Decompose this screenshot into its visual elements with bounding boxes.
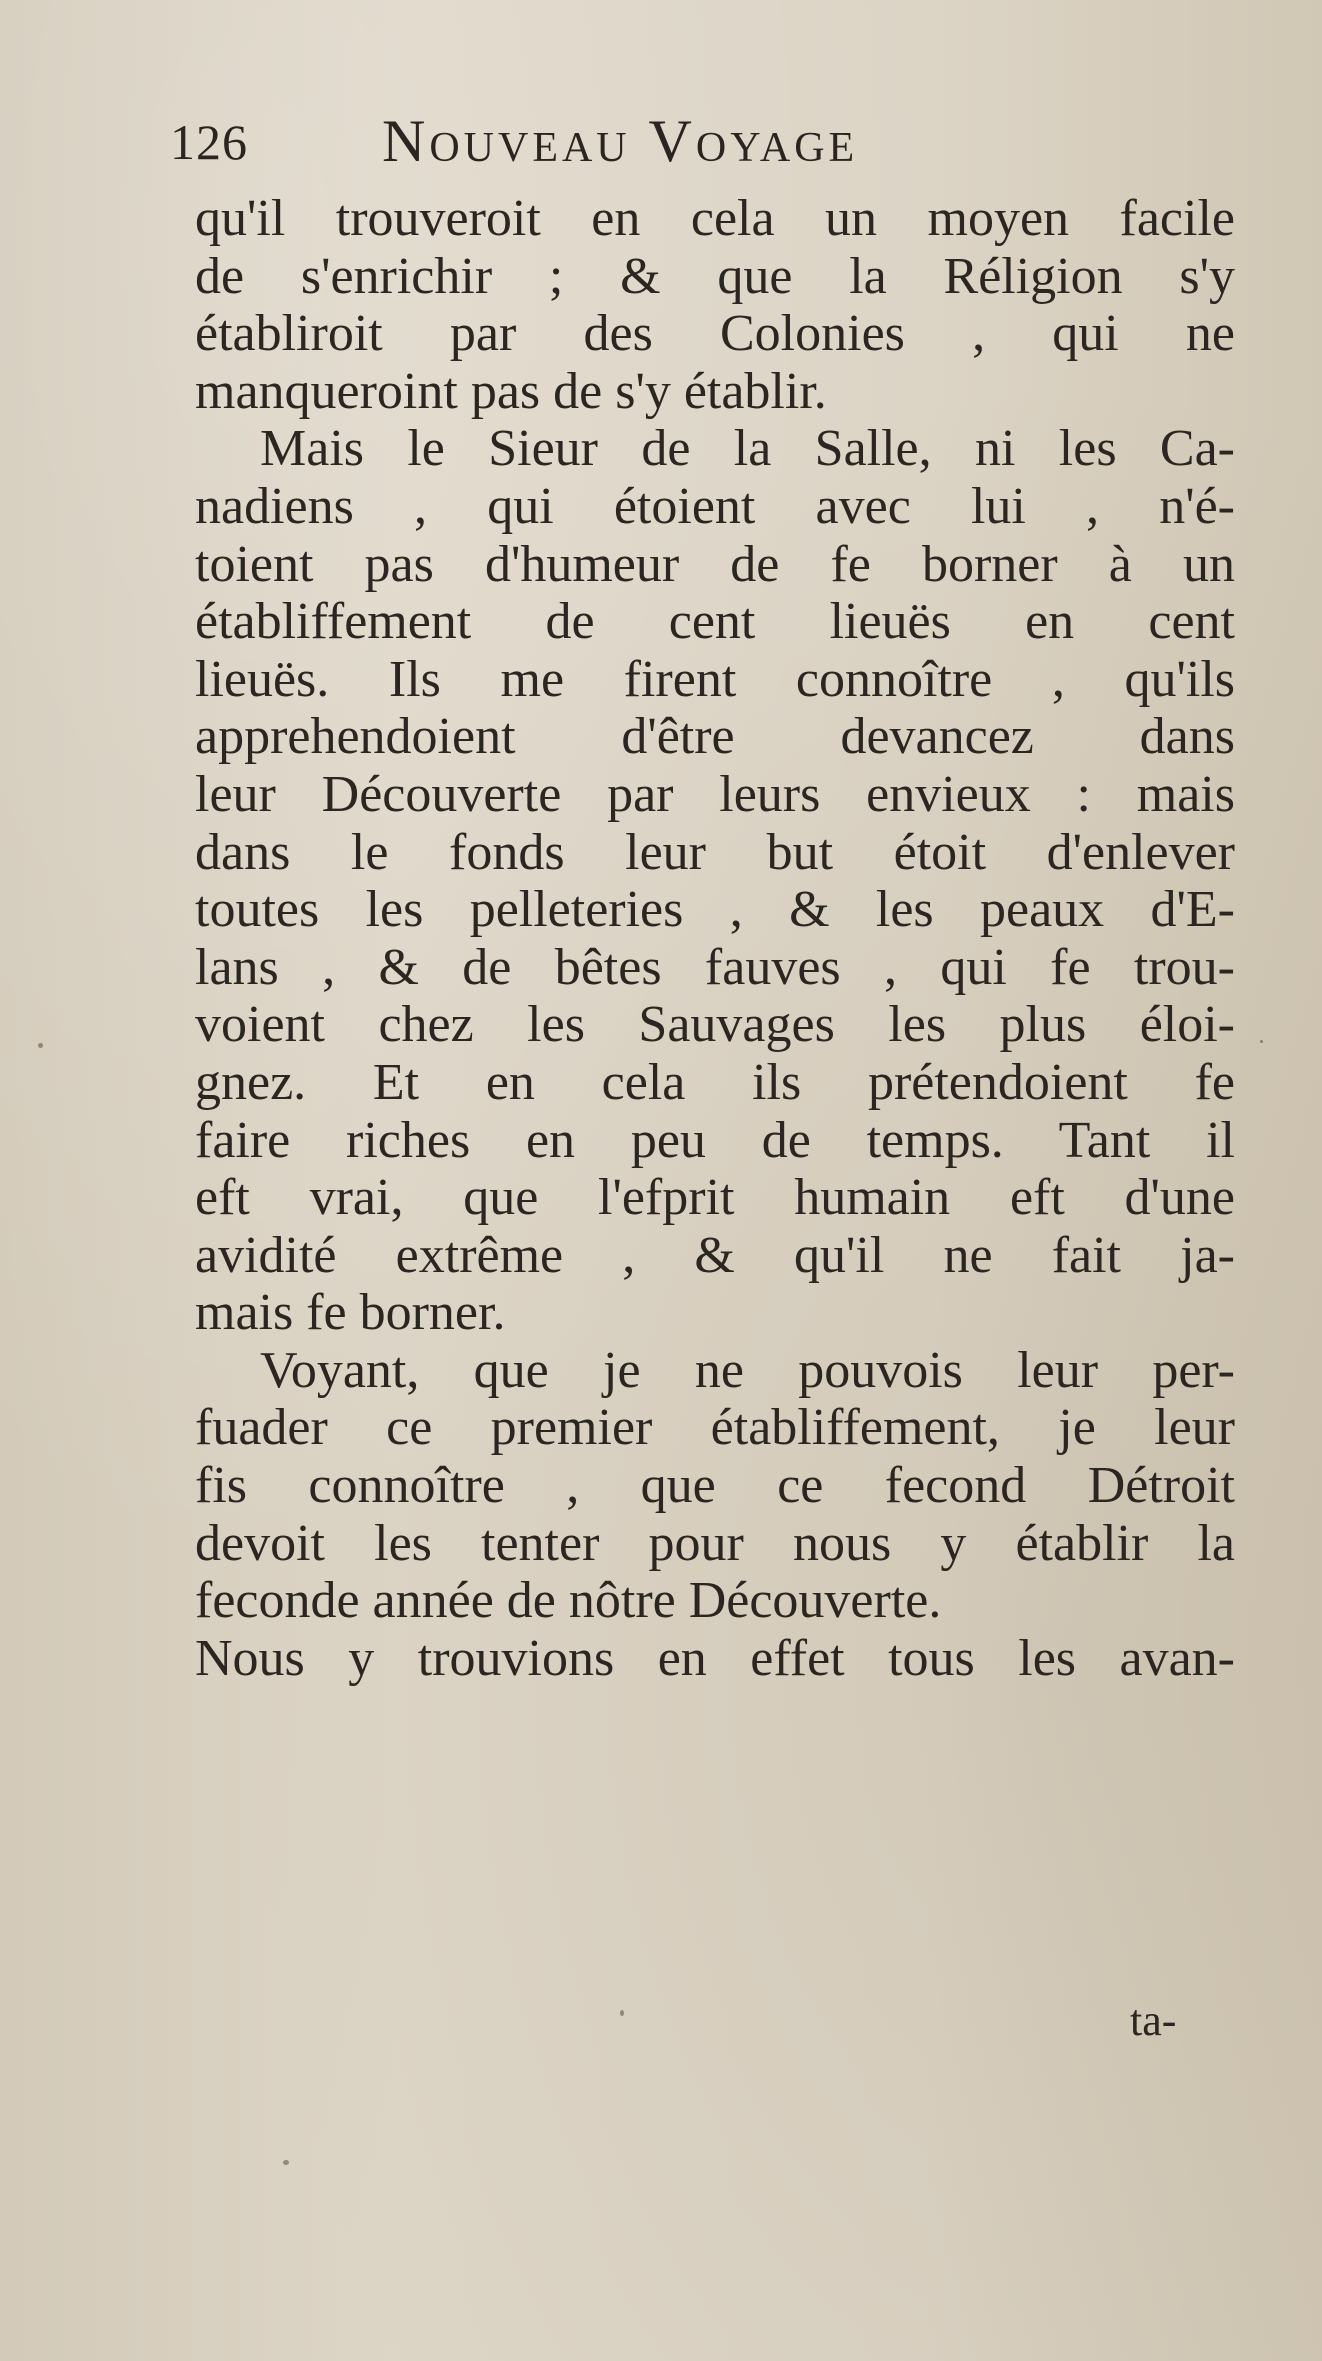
text-line: manqueroint pas de s'y établir. (195, 362, 827, 420)
catchword: ta- (1130, 1996, 1177, 2045)
paper-speck (1260, 1040, 1263, 1043)
text-line: toutes les pelleteries , & les peaux d'E- (195, 881, 1235, 939)
text-line: fuader ce premier établiffement, je leur (195, 1399, 1235, 1457)
paper-speck (38, 1043, 43, 1048)
body-text (195, 190, 1235, 1687)
paper-speck (283, 2160, 289, 2165)
text-line: mais fe borner. (195, 1284, 506, 1342)
paper-speck (620, 2010, 624, 2016)
text-line: feconde année de nôtre Découverte. (195, 1572, 942, 1630)
text-line: Voyant, que je ne pouvois leur per- (260, 1341, 1235, 1399)
text-line: Nous y trouvions en effet tous les avan- (195, 1629, 1235, 1687)
text-line: toient pas d'humeur de fe borner à un (195, 535, 1235, 593)
text-line: fis connoître , que ce fecond Détroit (195, 1457, 1235, 1515)
text-line: Mais le Sieur de la Salle, ni les Ca- (260, 420, 1235, 478)
running-head: Nouveau Voyage (382, 108, 859, 174)
text-line: leur Découverte par leurs envieux : mais (195, 765, 1235, 823)
text-line: dans le fonds leur but étoit d'enlever (195, 823, 1235, 881)
text-line: faire riches en peu de temps. Tant il (195, 1111, 1235, 1169)
text-line: avidité extrême , & qu'il ne fait ja- (195, 1226, 1235, 1284)
text-line: nadiens , qui étoient avec lui , n'é- (195, 477, 1235, 535)
text-line: eft vrai, que l'efprit humain eft d'une (195, 1169, 1235, 1227)
text-line: lieuës. Ils me firent connoître , qu'ils (195, 650, 1235, 708)
page-number: 126 (170, 114, 248, 170)
text-line: apprehendoient d'être devancez dans (195, 708, 1235, 766)
page-header (170, 108, 1130, 178)
text-line: de s'enrichir ; & que la Réligion s'y (195, 247, 1235, 305)
text-line: établiffement de cent lieuës en cent (195, 593, 1235, 651)
text-line: voient chez les Sauvages les plus éloi- (195, 996, 1235, 1054)
text-line: établiroit par des Colonies , qui ne (195, 305, 1235, 363)
text-line: lans , & de bêtes fauves , qui fe trou- (195, 938, 1235, 996)
text-line: gnez. Et en cela ils prétendoient fe (195, 1053, 1235, 1111)
text-line: qu'il trouveroit en cela un moyen facile (195, 190, 1235, 247)
text-line: devoit les tenter pour nous y établir la (195, 1514, 1235, 1572)
